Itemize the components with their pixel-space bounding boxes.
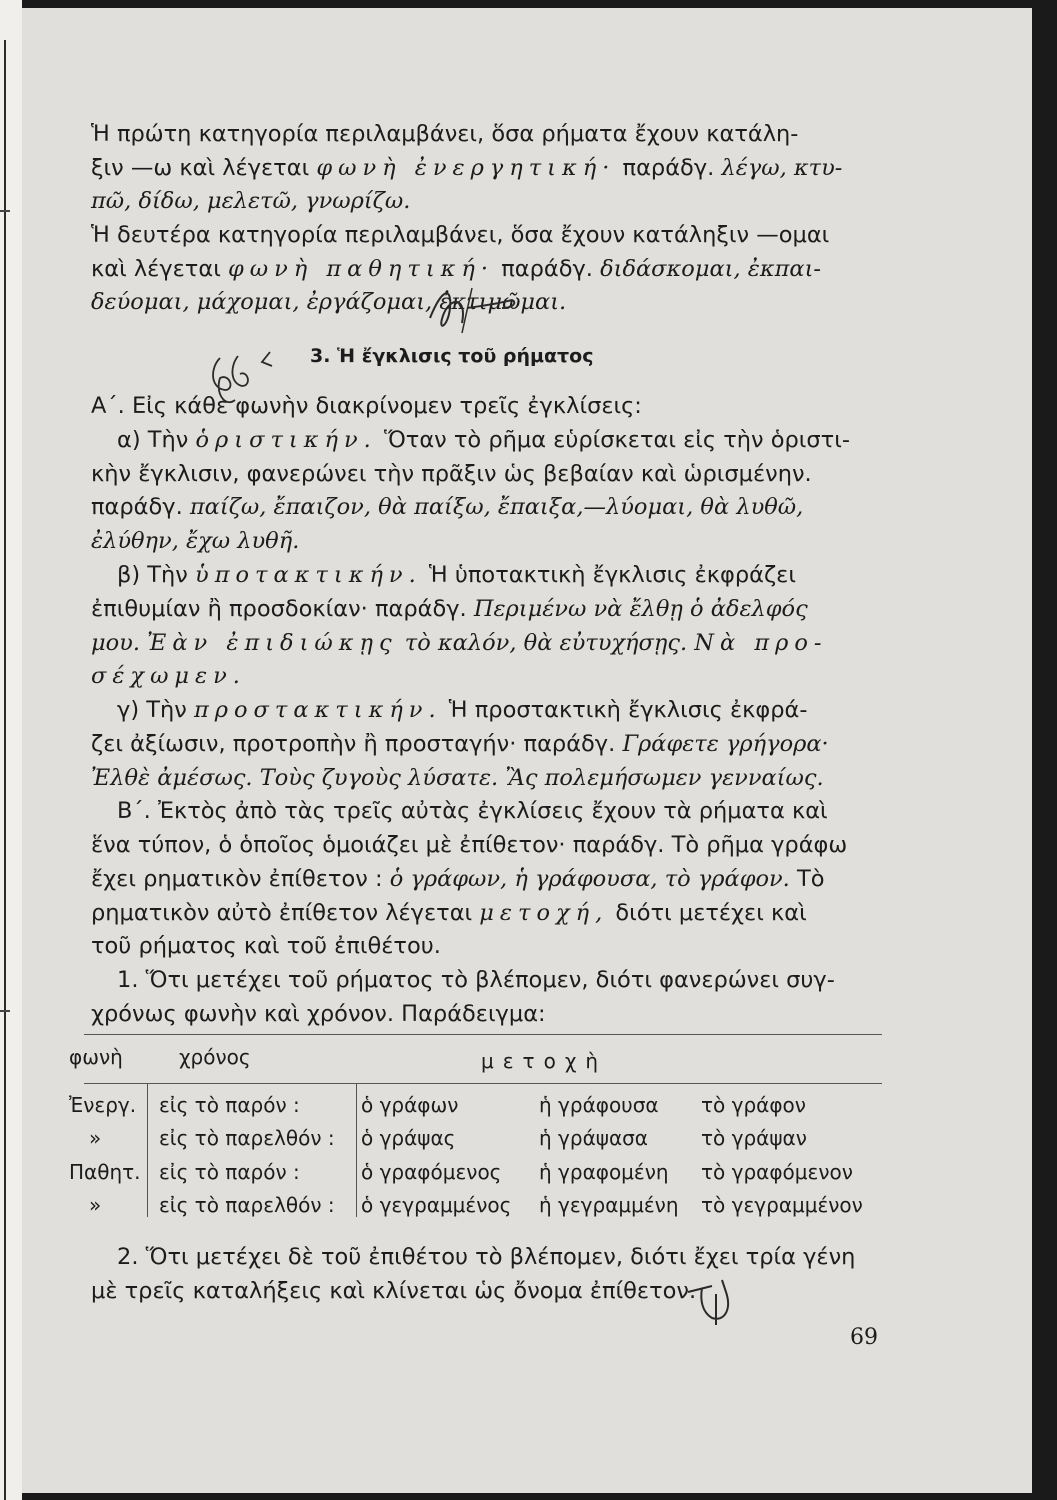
section-heading: 3. Ἡ ἔγκλισις τοῦ ρήματος — [310, 345, 594, 367]
table-rule-vertical — [147, 1084, 148, 1217]
section-b-line-3 — [91, 865, 825, 893]
subjunctive-line-2 — [91, 595, 808, 623]
indicative-line-1 — [117, 426, 850, 454]
text-run: β) Τὴν — [117, 562, 196, 588]
example-sentence: Γράφετε γρήγορα· — [622, 731, 829, 757]
text-run: ρηματικὸν αὐτὸ ἐπίθετον λέγεται — [91, 900, 480, 926]
text-run: α) Τὴν — [117, 427, 196, 453]
table-cell: ἡ γεγραμμένη — [539, 1193, 679, 1217]
subjunctive-line-3 — [91, 629, 827, 657]
imperative-line-2 — [91, 730, 829, 758]
spine-mark — [0, 210, 10, 212]
table-cell: ὁ γραφόμενος — [361, 1160, 502, 1184]
term-passive-voice: φωνὴ παθητική· — [227, 256, 495, 282]
example-sentence: Νὰ προ- — [694, 630, 828, 656]
term-imperative: προστακτικήν. — [193, 697, 442, 723]
text-run: καὶ λέγεται — [91, 256, 228, 282]
text-run: ἐπιθυμίαν ἢ προσδοκίαν· παράδγ. — [91, 596, 474, 622]
handwritten-initials — [682, 1270, 752, 1340]
text-run: ζει ἀξίωσιν, προτροπὴν ἢ προσταγήν· παράδγ. — [91, 731, 623, 757]
table-cell: τὸ γράψαν — [701, 1126, 807, 1150]
table-cell: ἡ γράψασα — [539, 1126, 648, 1150]
table-cell: τὸ γράφον — [701, 1093, 806, 1117]
point-2-line-2: μὲ τρεῖς καταλήξεις καὶ κλίνεται ὡς ὄνομα ἐπίθετον. — [91, 1278, 697, 1304]
point-2-line-1: 2. Ὅτι μετέχει δὲ τοῦ ἐπιθέτου τὸ βλέπομεν, διότι ἔχει τρία γένη — [117, 1244, 856, 1270]
text-run: ξιν —ω καὶ λέγεται — [91, 155, 317, 181]
example-words: λέγω, κτυ- — [721, 155, 843, 181]
example-words: διδάσκομαι, ἐκπαι- — [600, 256, 822, 282]
participle-table — [69, 1031, 883, 1217]
text-run: διότι μετέχει καὶ — [608, 900, 807, 926]
indicative-line-4: ἐλύθην, ἔχω λυθῆ. — [91, 528, 300, 554]
table-cell: » — [89, 1126, 102, 1150]
table-cell: » — [89, 1193, 102, 1217]
header-participle: μετοχὴ — [481, 1049, 608, 1073]
section-b-line-2: ἕνα τύπον, ὁ ὁποῖος ὁμοιάζει μὲ ἐπίθετον· παράδγ. Τὸ ρῆμα γράφω — [91, 832, 848, 858]
indicative-line-2: κὴν ἔγκλισιν, φανερώνει τὴν πρᾶξιν ὡς βεβαίαν καὶ ὡρισμένην. — [91, 461, 812, 487]
imperative-line-1 — [117, 696, 807, 724]
table-cell: εἰς τὸ παρόν : — [159, 1093, 300, 1117]
text-run: Ἡ ὑποτακτικὴ ἔγκλισις ἐκφράζει — [421, 562, 796, 588]
text-run: ἔχει ρηματικὸν ἐπίθετον : — [91, 866, 390, 892]
table-rule-header — [84, 1083, 882, 1084]
table-cell: Παθητ. — [69, 1160, 141, 1184]
example-sentence: Ἐὰν ἐπιδιώκῃς — [147, 630, 398, 656]
paragraph-1-line-1: Ἡ πρώτη κατηγορία περιλαμβάνει, ὅσα ρήματα ἔχουν κατάλη- — [91, 121, 799, 147]
section-b-line-4 — [91, 899, 807, 927]
subjunctive-line-1 — [117, 561, 796, 589]
point-1-line-1: 1. Ὅτι μετέχει τοῦ ρήματος τὸ βλέπομεν, διότι φανερώνει συγ- — [117, 967, 835, 993]
text-run: παράδγ. — [615, 155, 722, 181]
subjunctive-line-4: σέχωμεν. — [91, 663, 246, 689]
example-sentence: τὸ καλόν, θὰ εὐτυχήσῃς. — [397, 630, 695, 656]
example-sentence: Περιμένω νὰ ἔλθῃ ὁ ἀδελφός — [473, 596, 808, 622]
term-indicative: ὁριστικήν. — [195, 427, 377, 453]
text-run: Τὸ — [789, 866, 825, 892]
example-words: ὁ γράφων, ἡ γράφουσα, τὸ γράφον. — [389, 866, 790, 892]
table-cell: Ἐνεργ. — [69, 1093, 137, 1117]
example-sentence: μου. — [91, 630, 148, 656]
table-rule-vertical — [356, 1084, 357, 1217]
table-cell: ὁ γράψας — [361, 1126, 456, 1150]
table-cell: εἰς τὸ παρελθόν : — [159, 1193, 335, 1217]
paragraph-2-line-1: Ἡ δευτέρα κατηγορία περιλαμβάνει, ὅσα ἔχουν κατάληξιν —ομαι — [91, 222, 830, 248]
text-run: γ) Τὴν — [117, 697, 194, 723]
book-page — [22, 8, 1032, 1493]
section-b-line-1: Β΄. Ἐκτὸς ἀπὸ τὰς τρεῖς αὐτὰς ἐγκλίσεις ἔχουν τὰ ρήματα καὶ — [117, 798, 828, 824]
term-subjunctive: ὑποτακτικήν. — [195, 562, 422, 588]
table-cell: ἡ γραφομένη — [539, 1160, 669, 1184]
table-rule-top — [84, 1034, 882, 1035]
paragraph-2-line-3: δεύομαι, μάχομαι, ἐργάζομαι, ἐκτιμῶμαι. — [91, 289, 567, 315]
text-run: Ὅταν τὸ ρῆμα εὑρίσκεται εἰς τὴν ὁριστι- — [376, 427, 850, 453]
handwritten-mark — [422, 278, 532, 338]
table-cell: εἰς τὸ παρόν : — [159, 1160, 300, 1184]
paragraph-1-line-2 — [91, 154, 842, 182]
table-cell: ἡ γράφουσα — [539, 1093, 659, 1117]
spine-edge — [4, 40, 6, 1500]
point-1-line-2: χρόνως φωνὴν καὶ χρόνον. Παράδειγμα: — [91, 1001, 546, 1027]
section-b-line-5: τοῦ ρήματος καὶ τοῦ ἐπιθέτου. — [91, 933, 441, 959]
paragraph-1-line-3: πῶ, δίδω, μελετῶ, γνωρίζω. — [91, 188, 411, 214]
table-cell: εἰς τὸ παρελθόν : — [159, 1126, 335, 1150]
page-number: 69 — [850, 1325, 878, 1350]
header-voice: φωνὴ — [69, 1045, 123, 1069]
imperative-line-3: Ἐλθὲ ἀμέσως. Τοὺς ζυγοὺς λύσατε. Ἂς πολεμήσωμεν γενναίως. — [91, 765, 824, 791]
table-cell: τὸ γεγραμμένον — [701, 1193, 863, 1217]
indicative-line-3 — [91, 493, 803, 521]
term-active-voice: φωνὴ ἐνεργητική· — [316, 155, 616, 181]
book-spine — [0, 0, 22, 1500]
spine-mark — [0, 1010, 10, 1012]
term-participle: μετοχή, — [479, 900, 609, 926]
text-run: Ἡ προστακτικὴ ἔγκλισις ἐκφρά- — [441, 697, 808, 723]
text-run: παράδγ. — [91, 494, 190, 520]
text-run: παράδγ. — [494, 256, 601, 282]
table-cell: ὁ γεγραμμένος — [361, 1193, 512, 1217]
table-cell: τὸ γραφόμενον — [701, 1160, 853, 1184]
example-words: παίζω, ἔπαιζον, θὰ παίξω, ἔπαιξα,—λύομαι, θὰ λυθῶ, — [189, 494, 804, 520]
table-cell: ὁ γράφων — [361, 1093, 459, 1117]
header-tense: χρόνος — [179, 1045, 251, 1069]
section-a-intro: Α΄. Εἰς κάθε φωνὴν διακρίνομεν τρεῖς ἐγκλίσεις: — [91, 393, 642, 419]
